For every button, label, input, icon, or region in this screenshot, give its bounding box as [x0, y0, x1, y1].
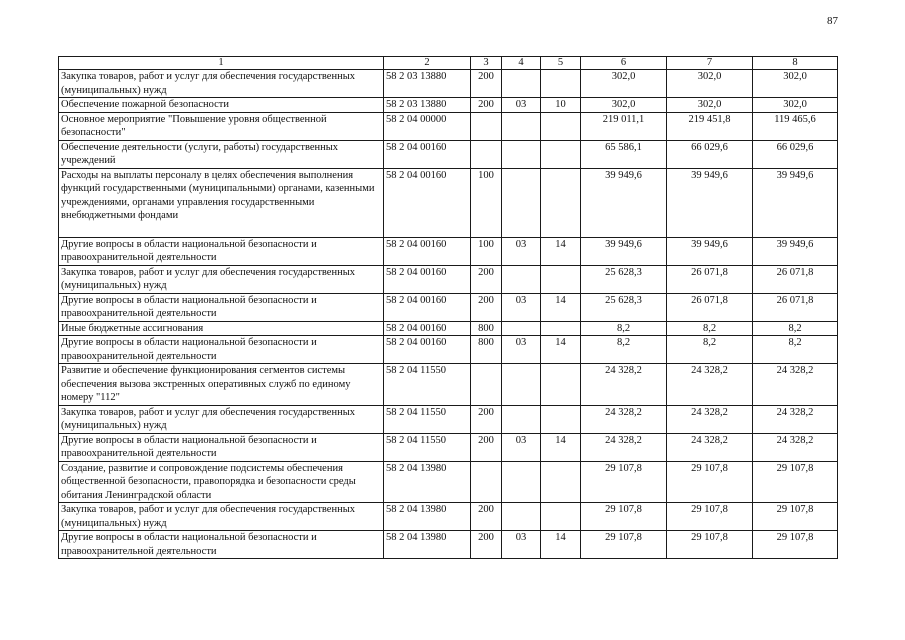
- row-value-col7: 302,0: [667, 70, 753, 98]
- row-expense-type: 200: [471, 70, 502, 98]
- row-value-col8: 119 465,6: [753, 112, 838, 140]
- row-section: [502, 265, 541, 293]
- row-value-col8: 8,2: [753, 321, 838, 336]
- row-value-col7: 39 949,6: [667, 237, 753, 265]
- row-value-col7: 29 107,8: [667, 461, 753, 503]
- row-description: Закупка товаров, работ и услуг для обеспечения государственных (муниципальных) нужд: [59, 70, 384, 98]
- table-row: [59, 168, 838, 237]
- row-value-col7: 26 071,8: [667, 293, 753, 321]
- row-value-col8: 29 107,8: [753, 461, 838, 503]
- row-target-code: 58 2 04 00160: [384, 168, 471, 237]
- row-value-col8: 24 328,2: [753, 433, 838, 461]
- row-value-col7: 219 451,8: [667, 112, 753, 140]
- row-value-col6: 302,0: [581, 70, 667, 98]
- row-target-code: 58 2 04 13980: [384, 503, 471, 531]
- row-value-col7: 8,2: [667, 336, 753, 364]
- row-subsection: [541, 364, 581, 406]
- row-value-col6: 302,0: [581, 98, 667, 113]
- row-description: Создание, развитие и сопровождение подсистемы обеспечения общественной безопасности, правопорядка и безопасности среды обитания Ленинградской области: [59, 461, 384, 503]
- row-description: Другие вопросы в области национальной безопасности и правоохранительной деятельности: [59, 336, 384, 364]
- row-target-code: 58 2 04 11550: [384, 405, 471, 433]
- row-section: [502, 140, 541, 168]
- row-target-code: 58 2 04 11550: [384, 433, 471, 461]
- row-value-col7: 66 029,6: [667, 140, 753, 168]
- row-subsection: [541, 112, 581, 140]
- row-description: Другие вопросы в области национальной безопасности и правоохранительной деятельности: [59, 237, 384, 265]
- table-row: [59, 98, 838, 113]
- table-body: [59, 70, 838, 559]
- row-target-code: 58 2 03 13880: [384, 98, 471, 113]
- row-value-col8: 8,2: [753, 336, 838, 364]
- row-section: [502, 405, 541, 433]
- row-target-code: 58 2 03 13880: [384, 70, 471, 98]
- row-target-code: 58 2 04 00160: [384, 293, 471, 321]
- row-target-code: 58 2 04 00160: [384, 140, 471, 168]
- row-description: Основное мероприятие "Повышение уровня общественной безопасности": [59, 112, 384, 140]
- row-expense-type: [471, 140, 502, 168]
- row-expense-type: 800: [471, 321, 502, 336]
- row-value-col6: 29 107,8: [581, 503, 667, 531]
- row-value-col7: 302,0: [667, 98, 753, 113]
- row-description: Другие вопросы в области национальной безопасности и правоохранительной деятельности: [59, 293, 384, 321]
- row-description: Другие вопросы в области национальной безопасности и правоохранительной деятельности: [59, 531, 384, 559]
- row-value-col7: 24 328,2: [667, 405, 753, 433]
- column-header-4: 4: [502, 57, 541, 70]
- row-value-col8: 24 328,2: [753, 364, 838, 406]
- row-target-code: 58 2 04 11550: [384, 364, 471, 406]
- column-header-1: 1: [59, 57, 384, 70]
- row-description: Обеспечение пожарной безопасности: [59, 98, 384, 113]
- row-section: [502, 112, 541, 140]
- row-expense-type: 200: [471, 405, 502, 433]
- table-row: [59, 293, 838, 321]
- row-value-col7: 24 328,2: [667, 433, 753, 461]
- row-value-col8: 29 107,8: [753, 503, 838, 531]
- row-description: Развитие и обеспечение функционирования сегментов системы обеспечения вызова экстренных оперативных служб по единому номеру "112": [59, 364, 384, 406]
- column-header-6: 6: [581, 57, 667, 70]
- row-section: [502, 168, 541, 237]
- row-expense-type: 200: [471, 98, 502, 113]
- row-description: Другие вопросы в области национальной безопасности и правоохранительной деятельности: [59, 433, 384, 461]
- row-value-col7: 29 107,8: [667, 503, 753, 531]
- row-value-col8: 39 949,6: [753, 237, 838, 265]
- row-subsection: [541, 461, 581, 503]
- row-expense-type: 200: [471, 433, 502, 461]
- row-description: Иные бюджетные ассигнования: [59, 321, 384, 336]
- row-subsection: 10: [541, 98, 581, 113]
- row-expense-type: [471, 112, 502, 140]
- row-value-col8: 302,0: [753, 98, 838, 113]
- row-expense-type: 200: [471, 265, 502, 293]
- row-expense-type: [471, 364, 502, 406]
- table-row: [59, 531, 838, 559]
- row-section: [502, 503, 541, 531]
- row-section: 03: [502, 98, 541, 113]
- row-section: [502, 321, 541, 336]
- table-row: [59, 433, 838, 461]
- row-expense-type: 800: [471, 336, 502, 364]
- row-subsection: [541, 70, 581, 98]
- row-section: [502, 70, 541, 98]
- table-row: [59, 321, 838, 336]
- row-value-col6: 65 586,1: [581, 140, 667, 168]
- table-row: [59, 364, 838, 406]
- row-value-col7: 8,2: [667, 321, 753, 336]
- row-subsection: 14: [541, 237, 581, 265]
- row-value-col8: 39 949,6: [753, 168, 838, 237]
- row-target-code: 58 2 04 00160: [384, 237, 471, 265]
- row-section: [502, 364, 541, 406]
- table-row: [59, 503, 838, 531]
- row-value-col6: 24 328,2: [581, 364, 667, 406]
- row-target-code: 58 2 04 00160: [384, 336, 471, 364]
- table-row: [59, 70, 838, 98]
- table-row: [59, 112, 838, 140]
- row-description: Закупка товаров, работ и услуг для обеспечения государственных (муниципальных) нужд: [59, 405, 384, 433]
- row-target-code: 58 2 04 13980: [384, 461, 471, 503]
- row-subsection: [541, 321, 581, 336]
- row-value-col6: 24 328,2: [581, 405, 667, 433]
- table-row: [59, 237, 838, 265]
- row-target-code: 58 2 04 00000: [384, 112, 471, 140]
- row-value-col6: 25 628,3: [581, 293, 667, 321]
- row-expense-type: [471, 461, 502, 503]
- table-row: [59, 461, 838, 503]
- row-value-col8: 26 071,8: [753, 265, 838, 293]
- column-header-7: 7: [667, 57, 753, 70]
- row-section: 03: [502, 336, 541, 364]
- table-row: [59, 336, 838, 364]
- row-expense-type: 100: [471, 168, 502, 237]
- row-value-col6: 8,2: [581, 321, 667, 336]
- row-value-col6: 39 949,6: [581, 168, 667, 237]
- table-row: [59, 405, 838, 433]
- row-value-col8: 26 071,8: [753, 293, 838, 321]
- row-section: 03: [502, 531, 541, 559]
- column-header-5: 5: [541, 57, 581, 70]
- row-value-col8: 24 328,2: [753, 405, 838, 433]
- row-subsection: 14: [541, 531, 581, 559]
- table-row: [59, 265, 838, 293]
- row-subsection: [541, 140, 581, 168]
- row-value-col6: 24 328,2: [581, 433, 667, 461]
- page-number: 87: [827, 15, 838, 27]
- budget-table: [58, 56, 838, 559]
- row-target-code: 58 2 04 00160: [384, 265, 471, 293]
- row-value-col6: 29 107,8: [581, 531, 667, 559]
- row-description: Закупка товаров, работ и услуг для обеспечения государственных (муниципальных) нужд: [59, 265, 384, 293]
- row-value-col6: 219 011,1: [581, 112, 667, 140]
- row-value-col6: 25 628,3: [581, 265, 667, 293]
- row-subsection: [541, 168, 581, 237]
- row-subsection: 14: [541, 433, 581, 461]
- row-value-col7: 24 328,2: [667, 364, 753, 406]
- row-target-code: 58 2 04 13980: [384, 531, 471, 559]
- table-header: [59, 57, 838, 70]
- row-value-col8: 29 107,8: [753, 531, 838, 559]
- column-header-2: 2: [384, 57, 471, 70]
- row-section: 03: [502, 433, 541, 461]
- column-header-8: 8: [753, 57, 838, 70]
- row-subsection: 14: [541, 336, 581, 364]
- row-description: Расходы на выплаты персоналу в целях обеспечения выполнения функций государственными (муниципальными) органами, казенными учреждениями, органами управления государственными внебюджетными фондами: [59, 168, 384, 237]
- row-value-col6: 29 107,8: [581, 461, 667, 503]
- row-value-col7: 29 107,8: [667, 531, 753, 559]
- row-expense-type: 100: [471, 237, 502, 265]
- row-subsection: [541, 503, 581, 531]
- row-description: Закупка товаров, работ и услуг для обеспечения государственных (муниципальных) нужд: [59, 503, 384, 531]
- row-description: Обеспечение деятельности (услуги, работы) государственных учреждений: [59, 140, 384, 168]
- row-expense-type: 200: [471, 531, 502, 559]
- row-value-col8: 302,0: [753, 70, 838, 98]
- row-section: 03: [502, 237, 541, 265]
- row-value-col6: 8,2: [581, 336, 667, 364]
- row-expense-type: 200: [471, 293, 502, 321]
- row-subsection: [541, 265, 581, 293]
- column-header-3: 3: [471, 57, 502, 70]
- row-value-col6: 39 949,6: [581, 237, 667, 265]
- header-row: [59, 57, 838, 70]
- table-row: [59, 140, 838, 168]
- row-value-col7: 26 071,8: [667, 265, 753, 293]
- row-expense-type: 200: [471, 503, 502, 531]
- row-subsection: [541, 405, 581, 433]
- row-subsection: 14: [541, 293, 581, 321]
- row-section: 03: [502, 293, 541, 321]
- row-section: [502, 461, 541, 503]
- row-target-code: 58 2 04 00160: [384, 321, 471, 336]
- row-value-col7: 39 949,6: [667, 168, 753, 237]
- row-value-col8: 66 029,6: [753, 140, 838, 168]
